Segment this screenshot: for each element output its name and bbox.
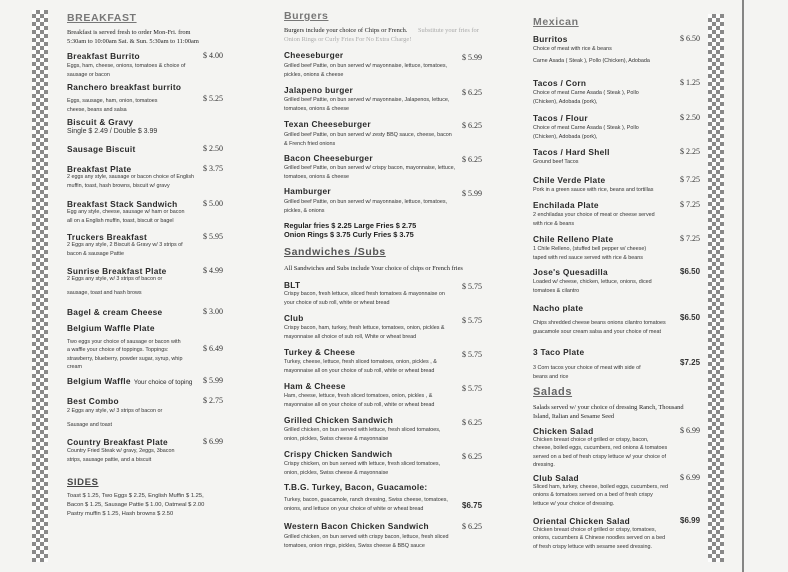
menu-item-price: $ 5.95 <box>203 232 223 241</box>
menu-item-price: $6.50 <box>680 313 701 322</box>
menu-item-description: 2 eggs any style, sausage or bacon choice of English <box>67 174 195 180</box>
menu-item-title: Grilled Chicken Sandwich <box>284 415 394 425</box>
menu-item-title: Jalapeno burger <box>284 85 354 95</box>
menu-item-price: $ 5.99 <box>462 53 482 62</box>
menu-item-description: Grilled beef Pattie, on bun served w/ crispy bacon, mayonnaise, lettuce, <box>284 165 456 171</box>
menu-item-description: tomatoes, onion rings, pickles, Swiss cheese & BBQ sauce <box>284 542 425 549</box>
sides-line: Bacon $ 1.25, Sausage Pattie $ 1.00, Oatmeal $ 2.00 <box>67 502 205 508</box>
menu-item-name <box>67 144 136 154</box>
menu-item-name <box>67 199 178 209</box>
menu-item-price: $6.99 <box>680 516 701 525</box>
menu-item-description: taped with red sauce served with rice & beans <box>533 254 643 261</box>
menu-item-title: Tacos / Corn <box>533 78 587 88</box>
menu-item-name <box>67 82 181 92</box>
menu-item-title: Crispy Chicken Sandwich <box>284 449 393 459</box>
menu-item-description: Chips shredded cheese beans onions cilantro tomatoes <box>533 320 666 326</box>
menu-item-description: muffin, toast, hash browns, biscuit w/ gravy <box>67 182 170 189</box>
menu-item-title: Breakfast Plate <box>67 164 132 174</box>
menu-item-description: Country Fried Steak w/ gravy, 2eggs, 3bacon <box>67 448 175 454</box>
menu-item-title: Club <box>284 313 304 323</box>
menu-item-price: $ 5.00 <box>203 199 223 208</box>
menu-item-name <box>284 153 373 163</box>
menu-item-title: Tacos / Hard Shell <box>533 147 610 157</box>
menu-item-description: onions & tomatoes served on a bed of fresh crispy <box>533 492 653 499</box>
section-title-breakfast: BREAKFAST <box>67 12 137 24</box>
menu-item-name <box>533 147 610 157</box>
menu-item-description: lettuce w/ your choice of dressing. <box>533 500 615 507</box>
menu-item-description: bacon & sausage Pattie <box>67 250 124 257</box>
menu-item-description: onions, cucumbers & Chinese noodles served on a bed <box>533 535 666 542</box>
menu-item-description: Grilled beef Pattie, on bun served w/ mayonnaise, Jalapenos, lettuce, <box>284 97 450 103</box>
menu-item-name <box>533 303 583 313</box>
page-fold-line <box>742 0 744 572</box>
menu-item-title: Burritos <box>533 34 568 44</box>
menu-item-name <box>284 415 393 425</box>
menu-item-price: $ 6.99 <box>680 426 700 435</box>
menu-item-description: cheese, beans and salsa <box>67 106 127 113</box>
menu-item-description: Eggs, ham, cheese, onions, tomatoes & choice of <box>67 63 186 69</box>
menu-item-price: $ 7.25 <box>680 175 700 184</box>
menu-item-name <box>533 426 594 436</box>
menu-item-description: Grilled beef Pattie, on bun served w/ mayonnaise, lettuce, tomatoes, <box>284 63 448 69</box>
menu-item-name <box>284 50 343 60</box>
section-intro: All Sandwiches and Subs include Your choice of chips or French fries <box>284 265 463 272</box>
menu-item-description: onion, pickles, Swiss cheese & mayonnaise <box>284 435 389 442</box>
menu-item-description: a waffle your choice of toppings. Toppings: <box>67 347 169 354</box>
menu-item-price: $ 5.99 <box>203 376 223 385</box>
menu-item-description: Sliced ham, turkey, cheese, boiled eggs, cucumbers, red <box>533 484 669 490</box>
menu-item-title: Club Salad <box>533 473 579 483</box>
menu-item-price: $6.75 <box>462 501 483 510</box>
section-title-salads: Salads <box>533 386 573 398</box>
menu-item-title: Sausage Biscuit <box>67 144 136 154</box>
menu-item-title: Ranchero breakfast burrito <box>67 82 182 92</box>
menu-item-title: Best Combo <box>67 396 119 406</box>
menu-item-title: Chile Relleno Plate <box>533 234 614 244</box>
menu-item-description: Choice of meat with rice & beans <box>533 46 612 52</box>
menu-item-title: Chile Verde Plate <box>533 175 606 185</box>
menu-item-name <box>284 280 300 290</box>
menu-item-description: Two eggs your choice of sausage or bacon with <box>67 339 181 345</box>
menu-item-name <box>284 313 304 323</box>
menu-item-title: Nacho plate <box>533 303 584 313</box>
menu-item-description: all on a English muffin, toast, biscuit or bagel <box>67 217 174 224</box>
menu-item-description: your choice of sub roll, white or wheat bread <box>284 299 390 306</box>
menu-item-description: (Chicken), Adobada (pork), <box>533 98 598 105</box>
menu-item-description: served on a bed of fresh crispy lettuce w/ your choice of <box>533 453 667 460</box>
menu-item-description: strawberry, blueberry, powder sugar, syrup, whip <box>67 355 183 362</box>
menu-item-title: Belgium Waffle <box>67 376 131 386</box>
checkered-border-left <box>32 10 48 562</box>
menu-item-name <box>67 51 140 61</box>
menu-item-price: $ 7.25 <box>680 234 700 243</box>
menu-item-description: Grilled beef Pattie, on bun served w/ mayonnaise, lettuce, tomatoes, <box>284 199 448 205</box>
menu-item-price: $ 6.25 <box>462 452 482 461</box>
menu-item-price: $ 2.75 <box>203 396 223 405</box>
menu-item-name <box>67 117 133 127</box>
menu-item-name <box>284 521 429 531</box>
menu-item-price: $ 5.25 <box>203 94 223 103</box>
menu-item-description: onions, and lettuce on your choice of white or wheat bread <box>284 505 424 512</box>
menu-item-description: Ham, cheese, lettuce, fresh sliced tomatoes, onion, pickles , & <box>284 393 433 399</box>
menu-item-name <box>284 449 392 459</box>
menu-item-name <box>533 175 605 185</box>
menu-item-name <box>67 164 131 174</box>
menu-item-name <box>533 200 599 210</box>
menu-item-title: Biscuit & Gravy <box>67 117 134 127</box>
menu-item-name <box>533 78 586 88</box>
menu-item-title: Tacos / Flour <box>533 113 588 123</box>
section-title-mexican: Mexican <box>533 16 579 28</box>
menu-item-title: Hamburger <box>284 186 331 196</box>
menu-item-description: Choice of meat Carne Asada ( Steak ), Pollo <box>533 125 639 131</box>
menu-item-description: Grilled chicken, on bun served with crispy bacon, lettuce, fresh sliced <box>284 534 449 540</box>
menu-item-description: Ground beef Tacos <box>533 159 579 165</box>
menu-item-description: Single $ 2.49 / Double $ 3.99 <box>67 128 158 135</box>
menu-item-description: sausage, toast and hash brows <box>67 290 142 296</box>
menu-item-price: $ 4.00 <box>203 51 223 60</box>
menu-item-description: 2 Eggs any style, w/ 3 strips of bacon or <box>67 408 163 414</box>
menu-item-title: Enchilada Plate <box>533 200 599 210</box>
section-title-burgers: Burgers <box>284 10 329 22</box>
menu-item-description: cheese, boiled eggs, cucumbers, red onions & tomatoes <box>533 445 668 452</box>
menu-item-description: Crispy bacon, ham, turkey, fresh lettuce, tomatoes, onion, pickles & <box>284 325 445 331</box>
section-intro-substitute: Substitute your fries for <box>418 27 479 34</box>
menu-item-description: Eggs, sausage, ham, onion, tomatoes <box>67 98 158 104</box>
menu-item-title: 3 Taco Plate <box>533 347 585 357</box>
section-title-sandwiches: Sandwiches /Subs <box>284 246 386 258</box>
menu-item-price: $ 6.99 <box>680 473 700 482</box>
menu-item-description: tomatoes, onions & cheese <box>284 105 350 112</box>
menu-item-price: $ 7.25 <box>680 200 700 209</box>
menu-item-description: pickles, & onions <box>284 207 325 214</box>
section-title-sides: SIDES <box>67 477 99 488</box>
menu-item-title: Belgium Waffle Plate <box>67 323 155 333</box>
menu-item-price: $ 5.75 <box>462 282 482 291</box>
menu-item-title: BLT <box>284 280 301 290</box>
section-intro: Island, Italian and Sesame Seed <box>533 413 615 420</box>
menu-item-title: Bacon Cheeseburger <box>284 153 373 163</box>
menu-item-description: sausage or bacon <box>67 71 110 78</box>
menu-item-description: & French fried onions <box>284 140 336 147</box>
menu-item-price: $ 6.49 <box>203 344 223 353</box>
menu-item-price: $ 2.50 <box>203 144 223 153</box>
menu-item-title: Western Bacon Chicken Sandwich <box>284 521 429 531</box>
menu-item-name <box>284 347 355 357</box>
menu-item-name <box>67 376 192 386</box>
menu-item-price: $ 6.25 <box>462 121 482 130</box>
section-intro-substitute: Onion Rings or Curly Fries For No Extra Charge! <box>284 36 412 43</box>
menu-item-name <box>284 482 427 492</box>
menu-item-title: Oriental Chicken Salad <box>533 516 630 526</box>
menu-item-name <box>284 381 346 391</box>
menu-item-description: 1 Chile Relleno, (stuffed bell pepper w/ cheese) <box>533 246 647 252</box>
menu-item-name <box>533 267 608 277</box>
menu-item-description: 3 Corn tacos your choice of meat with side of <box>533 365 641 371</box>
menu-item-description: (Chicken), Adobada (pork), <box>533 133 598 140</box>
menu-item-title: Ham & Cheese <box>284 381 346 391</box>
menu-item-name <box>284 119 371 129</box>
menu-item-name <box>533 347 584 357</box>
menu-item-description: mayonnaise all choice of sub roll, White or wheat bread <box>284 333 417 340</box>
menu-item-description: Chicken breast choice of grilled or crispy, bacon, <box>533 437 649 443</box>
menu-item-description: of fresh crispy lettuce with sesame seed dressing. <box>533 543 652 550</box>
fries-price-line: Regular fries $ 2.25 Large Fries $ 2.75 <box>284 221 417 230</box>
menu-item-price: $ 6.25 <box>462 522 482 531</box>
menu-item-description: pickles, onions & cheese <box>284 71 344 78</box>
menu-item-title: Jose's Quesadilla <box>533 267 608 277</box>
menu-item-description: dressing. <box>533 461 555 468</box>
menu-item-title: Truckers Breakfast <box>67 232 148 242</box>
menu-item-price: $ 5.99 <box>462 189 482 198</box>
menu-item-description: Turkey, cheese, lettuce, fresh sliced tomatoes, onion, pickles , & <box>284 359 437 365</box>
menu-item-description: guacamole sour cream salsa and your choice of meat <box>533 328 661 335</box>
menu-item-price: $ 2.50 <box>680 113 700 122</box>
section-intro: 5:30am to 10:00am Sat. & Sun. 5:30am to 11:00am <box>67 38 199 45</box>
menu-item-name <box>533 234 613 244</box>
menu-item-description: 2 enchiladas your choice of meat or cheese served <box>533 212 655 218</box>
menu-item-name <box>67 307 162 317</box>
sides-line: Pastry muffin $ 1.25, Hash browns $ 2.50 <box>67 511 174 517</box>
menu-item-price: $ 5.75 <box>462 350 482 359</box>
sides-line: Toast $ 1.25, Two Eggs $ 2.25, English Muffin $ 1.25, <box>67 493 204 499</box>
menu-item-description: Egg any style, cheese, sausage w/ ham or bacon <box>67 209 185 215</box>
menu-item-price: $7.25 <box>680 358 701 367</box>
menu-item-description: tomatoes, onions & cheese <box>284 173 350 180</box>
menu-item-description: beans and rice <box>533 373 569 380</box>
menu-item-description: Pork in a green sauce with rice, beans and tortillas <box>533 187 654 193</box>
menu-item-description: Carne Asada ( Steak ), Pollo (Chicken), Adobada <box>533 58 650 64</box>
menu-item-title: Sunrise Breakfast Plate <box>67 266 167 276</box>
menu-item-name <box>284 85 353 95</box>
fries-price-line: Onion Rings $ 3.75 Curly Fries $ 3.75 <box>284 230 414 239</box>
menu-item-title: Cheeseburger <box>284 50 344 60</box>
menu-item-price: $ 6.25 <box>462 88 482 97</box>
menu-item-title: Breakfast Stack Sandwich <box>67 199 178 209</box>
menu-item-price: $ 5.75 <box>462 384 482 393</box>
menu-item-description: Turkey, bacon, guacamole, ranch dressing, Swiss cheese, tomatoes, <box>284 497 448 503</box>
menu-item-price: $ 6.25 <box>462 155 482 164</box>
menu-item-price: $ 6.50 <box>680 34 700 43</box>
menu-item-description: Sausage and toast <box>67 422 112 428</box>
menu-item-description: mayonnaise all on your choice of sub roll, white or wheat bread <box>284 367 435 374</box>
menu-item-description: Grilled beef Pattie, on bun served w/ zesty BBQ sauce, cheese, bacon <box>284 132 452 138</box>
section-intro: Salads served w/ your choice of dressing Ranch, Thousand <box>533 404 684 411</box>
menu-item-price: $ 4.99 <box>203 266 223 275</box>
menu-item-title: Turkey & Cheese <box>284 347 356 357</box>
menu-item-description: mayonnaise all on your choice of sub roll, white or wheat bread <box>284 401 435 408</box>
section-intro: Burgers include your choice of Chips or French. <box>284 27 408 34</box>
menu-item-title: Bagel & cream Cheese <box>67 307 163 317</box>
menu-item-description: Grilled chicken, on bun served with lettuce, fresh sliced tomatoes, <box>284 427 441 433</box>
menu-item-description: 2 Eggs any style, 2 Biscuit & Gravy w/ 3 strips of <box>67 242 183 248</box>
menu-item-name <box>533 516 630 526</box>
menu-item-description: Choice of meat Carne Asada ( Steak ), Pollo <box>533 90 639 96</box>
menu-item-description: tomatoes & cilantro <box>533 287 580 294</box>
menu-item-name <box>67 232 147 242</box>
menu-item-price: $ 3.00 <box>203 307 223 316</box>
menu-item-note: Your choice of toping <box>133 379 193 386</box>
menu-item-description: cream <box>67 363 82 370</box>
menu-item-price: $ 3.75 <box>203 164 223 173</box>
menu-item-title: Breakfast Burrito <box>67 51 140 61</box>
menu-item-description: Crispy chicken, on bun served with lettuce, fresh sliced tomatoes, <box>284 461 441 467</box>
menu-item-description: with rice & beans <box>533 220 575 227</box>
menu-item-description: Crispy bacon, fresh lettuce, sliced fresh tomatoes & mayonnaise on <box>284 291 445 297</box>
menu-item-price: $ 2.25 <box>680 147 700 156</box>
menu-item-title: Texan Cheeseburger <box>284 119 371 129</box>
menu-item-name <box>284 186 331 196</box>
menu-item-price: $6.50 <box>680 267 701 276</box>
menu-item-name <box>533 473 579 483</box>
menu-item-title: T.B.G. Turkey, Bacon, Guacamole: <box>284 482 428 492</box>
section-intro: Breakfast is served fresh to order Mon-Fri. from <box>67 29 191 36</box>
menu-item-title: Country Breakfast Plate <box>67 437 168 447</box>
menu-item-description: Chicken breast choice of grilled or crispy, tomatoes, <box>533 527 657 533</box>
menu-item-name <box>67 266 167 276</box>
menu-item-price: $ 6.25 <box>462 418 482 427</box>
menu-item-name <box>67 323 155 333</box>
menu-item-description: strips, sausage pattie, and a biscuit <box>67 456 152 463</box>
menu-item-description: 2 Eggs any style, w/ 3 strips of bacon or <box>67 276 163 282</box>
menu-item-description: onion, pickles, Swiss cheese & mayonnaise <box>284 469 389 476</box>
menu-item-name <box>533 34 568 44</box>
menu-item-description: Loaded w/ cheese, chicken, lettuce, onions, diced <box>533 279 652 285</box>
menu-item-price: $ 5.75 <box>462 316 482 325</box>
menu-item-name <box>67 396 119 406</box>
menu-item-title: Chicken Salad <box>533 426 594 436</box>
checkered-border-right <box>708 14 724 562</box>
menu-item-price: $ 6.99 <box>203 437 223 446</box>
menu-item-price: $ 1.25 <box>680 78 700 87</box>
menu-item-name <box>533 113 588 123</box>
menu-item-name <box>67 437 168 447</box>
